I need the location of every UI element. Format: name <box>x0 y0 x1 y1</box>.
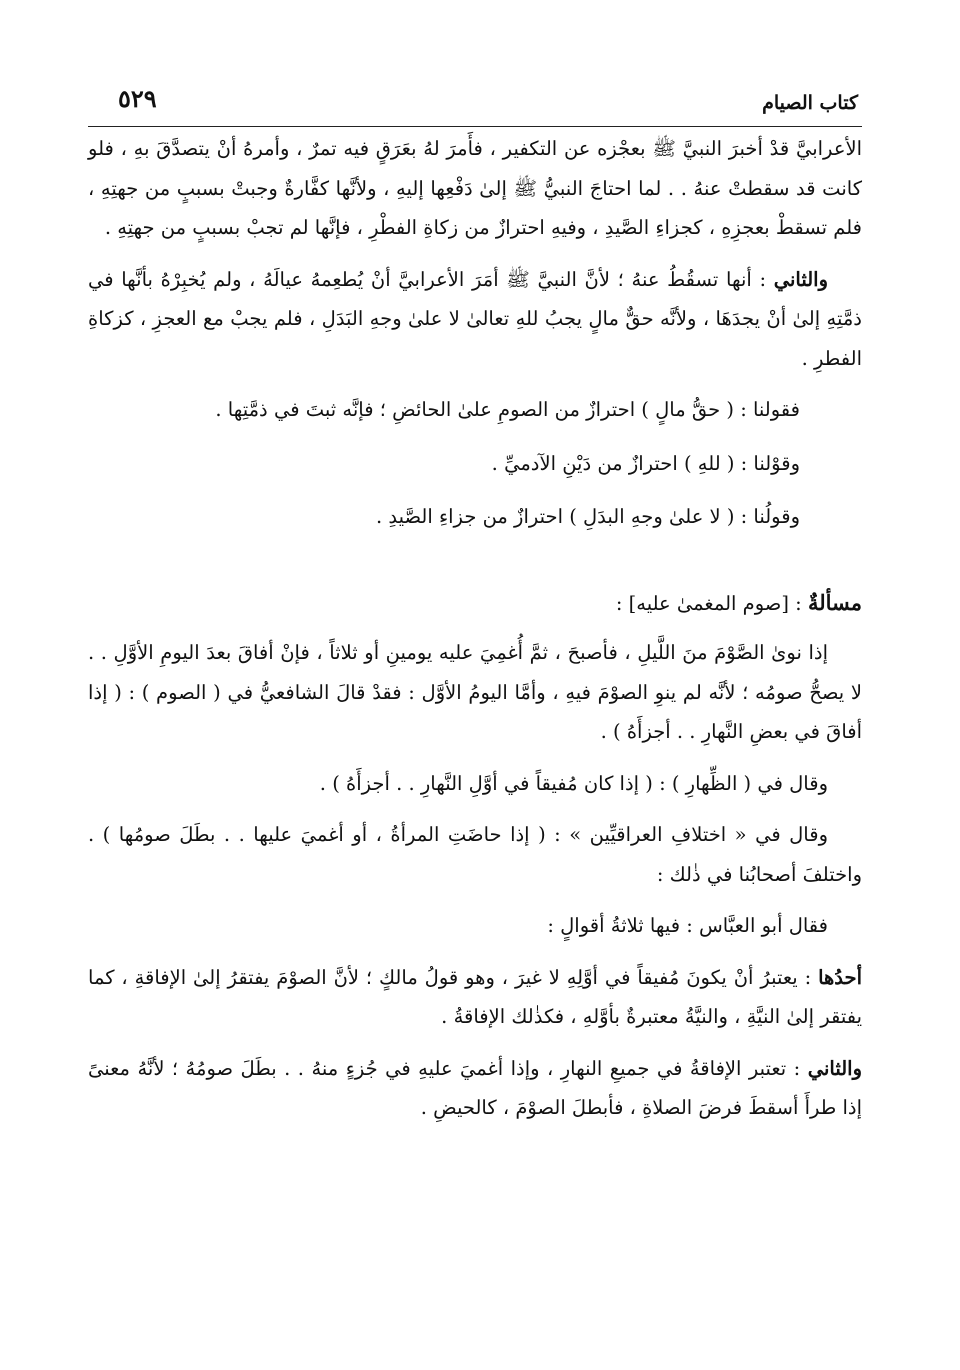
paragraph-text: : أنها تسقُطُ عنهُ ؛ لأنَّ النبيَّ ﷺ أمَرَ الأعرابيَّ أنْ يُطعِمهُ عيالَهُ ، ولم يُخبِرْهُ بأنَّها في ذمَّتِهِ إلىٰ أنْ يجدَهَا ، ولأنَّه حقٌّ مالٍ يجبُ للهِ تعالىٰ لا علىٰ وجهِ البَدَلِ ، فلم يجبْ مع العجزِ ، كزكاةِ الفطرِ . <box>88 267 862 370</box>
paragraph-text: وقال في « اختلافِ العراقيِّين » : ( إذا حاضَتِ المرأةُ ، أو أغميَ عليها . . بطَلَ صومُها ) . واختلفَ أصحابُنا في ذٰلك : <box>88 823 862 886</box>
definition-line <box>88 497 862 537</box>
paragraph <box>88 1049 862 1128</box>
paragraph <box>88 764 862 804</box>
running-title: كتاب الصيام <box>762 92 858 114</box>
paragraph-text: فقال أبو العبَّاس : فيها ثلاثةُ أقوالٍ : <box>547 914 828 937</box>
paragraph <box>88 906 862 946</box>
masala-label: مسألةٌ <box>807 589 862 615</box>
definition-line <box>88 390 862 430</box>
paragraph-text: الأعرابيَّ قدْ أخبرَ النبيَّ ﷺ بعجْزه عن التكفير ، فأَمرَ لهُ بعَرَقٍ فيه تمرٌ ، وأمرهُ أنْ يتصدَّقَ بهِ ، فلو كانت قد سقطتْ عنهُ . . لما احتاجَ النبيُّ ﷺ إلىٰ دَفْعِها إليهِ ، ولأنَّها كفَّارةٌ وجبتْ بسببٍ من جهتِهِ ، فلم تسقطْ بعجزِهِ ، كجزاءِ الصَّيدِ ، وفيهِ احترازٌ من زكاةِ الفطْرِ ، فإنَّها لم تجبْ بسببٍ من جهتِهِ . <box>88 137 862 239</box>
paragraph-text: فقولنا : ( حقُّ مالٍ ) احترازٌ من الصومِ علىٰ الحائضِ ؛ فإنَّه ثبتَ في ذمَّتِها . <box>215 398 800 421</box>
paragraph <box>88 633 862 752</box>
paragraph-text: إذا نوىٰ الصَّوْمَ منَ اللَّيلِ ، فأصبحَ ، ثمَّ أُغمِيَ عليه يومينِ أو ثلاثاً ، فإنْ أفاقَ بعدَ اليومِ الأوَّلِ . . لا يصحُّ صومُه ؛ لأنَّه لم ينوِ الصوْمَ فيهِ ، وأمَّا اليومُ الأوَّل : فقدْ قالَ الشافعيُّ في ( الصوم ) : ( إذا أفاقَ في بعضِ النَّهارِ . . أجزأَهُ ) . <box>88 641 862 743</box>
page-body <box>88 129 862 1128</box>
paragraph-lead: والثاني <box>773 267 828 291</box>
masala-title: : [صوم المغمىٰ عليه] : <box>615 591 808 615</box>
paragraph-text: وقال في ( الظِّهارِ ) : ( إذا كان مُفيقاً في أوَّلِ النَّهارِ . . أجزأَهُ ) . <box>319 771 828 795</box>
page-header <box>88 80 862 122</box>
definition-line <box>88 444 862 484</box>
paragraph <box>88 958 862 1037</box>
paragraph-text: : يعتبرُ أنْ يكونَ مُفيقاً في أوَّلِهِ لا غيرَ ، وهو قولُ مالكٍ ؛ لأنَّ الصوْمَ يفتقرُ إلىٰ الإفاقةِ ، كما يفتقر إلىٰ النيَّةِ ، والنيَّةُ معتبرةٌ بأوَّلهِ ، فكذٰلك الإفاقةُ . <box>88 965 862 1028</box>
page-number: ٥٢٩ <box>118 84 157 113</box>
paragraph <box>88 260 862 379</box>
paragraph-lead: أحدُها <box>818 965 862 989</box>
paragraph-lead: والثاني <box>807 1056 863 1080</box>
paragraph <box>88 815 862 894</box>
header-rule <box>88 126 862 127</box>
paragraph-text: وقوْلنا : ( للهِ ) احترازٌ من دَيْنِ الآدميِّ . <box>491 451 800 475</box>
paragraph-text: : تعتبر الإفاقةُ في جميعِ النهارِ ، وإذا أغميَ عليهِ في جُزءٍ منهُ . . بطَلَ صومُهُ ؛ لأنَّهُ معنىً إذا طرأَ أسقطَ فرضَ الصلاةِ ، فأبطلَ الصوْمَ ، كالحيضِ . <box>88 1056 862 1119</box>
paragraph <box>88 129 862 248</box>
masala-heading <box>88 583 862 624</box>
paragraph-text: وقولُنا : ( لا علىٰ وجهِ البدَلِ ) احترازٌ من جزاءِ الصَّيدِ . <box>375 505 800 528</box>
